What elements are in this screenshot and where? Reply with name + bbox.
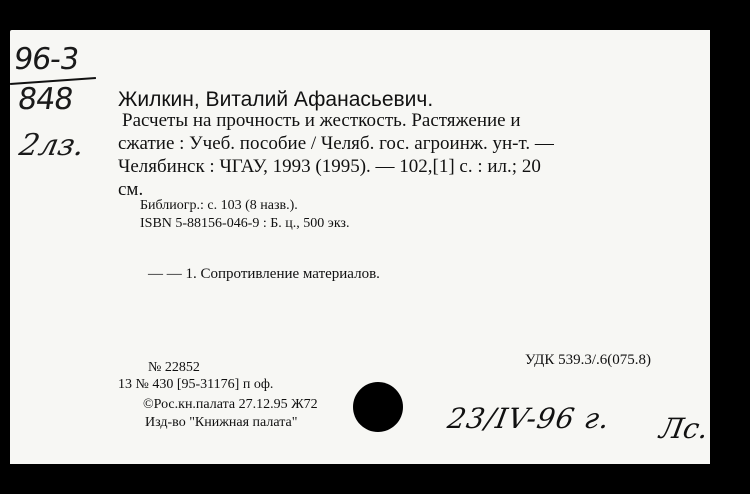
title-line: сжатие : Учеб. пособие / Челяб. гос. агроинж. ун-т. —: [118, 133, 554, 154]
card-number: № 22852: [148, 360, 200, 375]
title-line: Расчеты на прочность и жесткость. Растяжение и: [122, 110, 521, 131]
handwritten-date: 23/IV-96 г.: [445, 402, 613, 435]
title-line: Челябинск : ЧГАУ, 1993 (1995). — 102,[1] с. : ил.; 20: [118, 156, 541, 177]
punch-hole: [353, 382, 403, 432]
classification-top: 96-3: [11, 42, 81, 77]
title-line: см.: [118, 179, 144, 200]
subject-heading: — — 1. Сопротивление материалов.: [148, 266, 380, 282]
udk-code: УДК 539.3/.6(075.8): [525, 352, 651, 368]
copyright-line: ©Рос.кн.палата 27.12.95 Ж72: [143, 397, 318, 412]
title-description: [118, 109, 670, 201]
print-info: 13 № 430 [95-31176] п оф.: [118, 377, 274, 392]
bibliography-note: Библиогр.: с. 103 (8 назв.).: [140, 198, 298, 213]
handwritten-note: 2лз.: [16, 128, 88, 163]
publisher-line: Изд-во "Книжная палата": [145, 415, 298, 430]
isbn-line: ISBN 5-88156-046-9 : Б. ц., 500 экз.: [140, 216, 350, 231]
handwritten-initials: Лс.: [657, 412, 711, 445]
classification-bottom: 848: [15, 82, 75, 117]
author-heading: Жилкин, Виталий Афанасьевич.: [118, 88, 434, 111]
